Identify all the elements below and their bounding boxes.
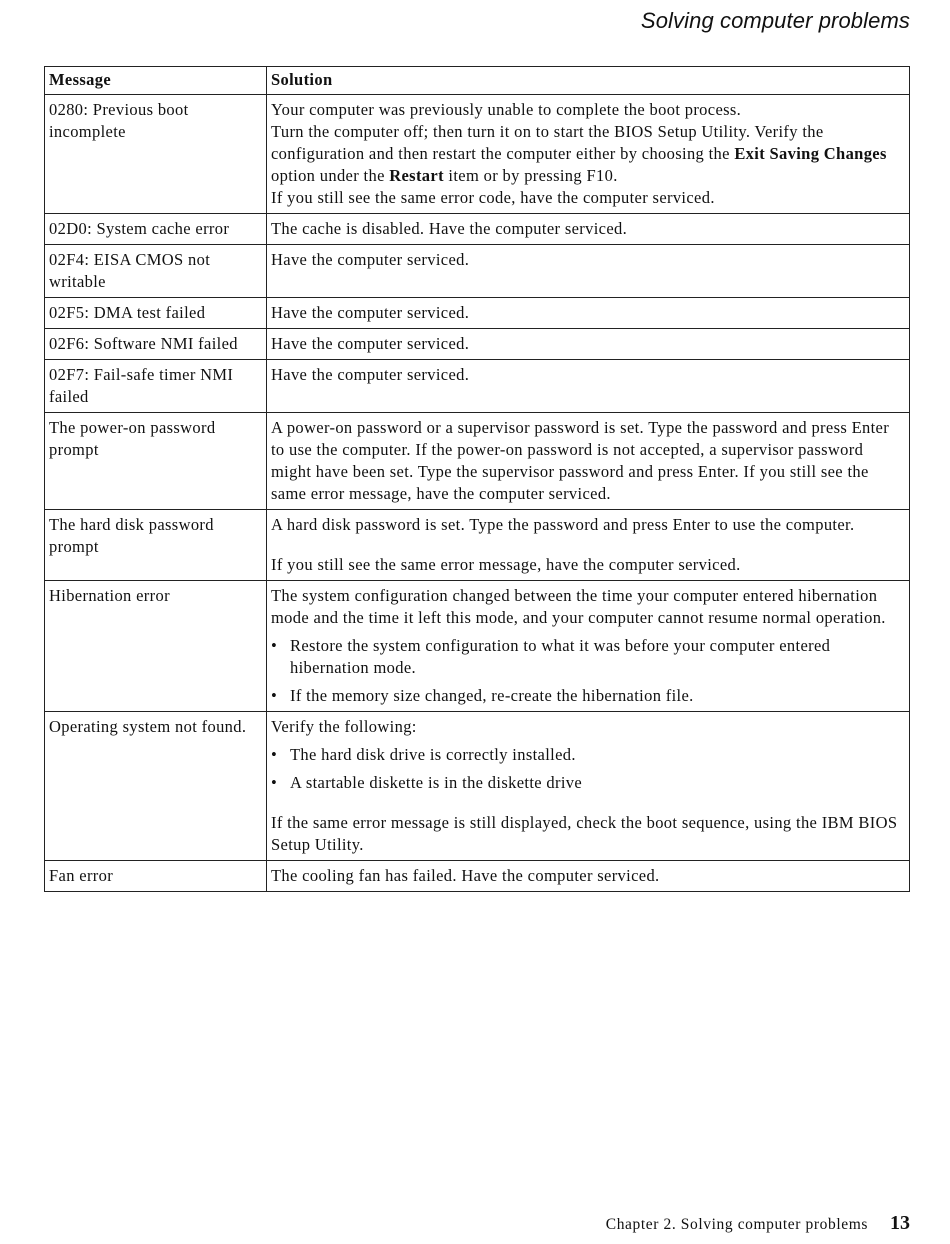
menu-option-name: Exit Saving Changes bbox=[734, 144, 887, 163]
solution-cell bbox=[267, 413, 910, 510]
table-row bbox=[45, 581, 910, 712]
error-message-table bbox=[44, 66, 910, 892]
table-row bbox=[45, 712, 910, 861]
table-row bbox=[45, 360, 910, 413]
solution-text: Verify the following: bbox=[271, 717, 417, 736]
table-row bbox=[45, 245, 910, 298]
message-cell: 02F4: EISA CMOS not writable bbox=[45, 245, 267, 298]
solution-cell bbox=[267, 298, 910, 329]
message-cell: 02F7: Fail-safe timer NMI failed bbox=[45, 360, 267, 413]
message-cell: The power-on password prompt bbox=[45, 413, 267, 510]
column-header-message: Message bbox=[45, 67, 267, 95]
solution-text: Your computer was previously unable to complete the boot process. bbox=[271, 100, 742, 119]
message-cell: 02D0: System cache error bbox=[45, 214, 267, 245]
running-header: Solving computer problems bbox=[640, 8, 910, 33]
solution-cell bbox=[267, 581, 910, 712]
page-number: 13 bbox=[890, 1212, 910, 1234]
solution-cell bbox=[267, 712, 910, 861]
column-header-solution: Solution bbox=[267, 67, 910, 95]
message-cell: The hard disk password prompt bbox=[45, 510, 267, 581]
chapter-label: Chapter 2. Solving computer problems bbox=[605, 1216, 868, 1233]
table-row bbox=[45, 298, 910, 329]
solution-text: Have the computer serviced. bbox=[271, 250, 470, 269]
bullet-item: • Restore the system configuration to what it was before your computer entered hibernation mode. bbox=[271, 635, 905, 679]
menu-item-name: Restart bbox=[389, 166, 444, 185]
table-row bbox=[45, 329, 910, 360]
solution-cell bbox=[267, 510, 910, 581]
bullet-item: • A startable diskette is in the diskette drive bbox=[271, 772, 905, 794]
solution-text: A hard disk password is set. Type the password and press Enter to use the computer. bbox=[271, 515, 855, 534]
solution-text: If the same error message is still displayed, check the boot sequence, using the IBM BIOS Setup Utility. bbox=[271, 813, 898, 854]
solution-cell bbox=[267, 360, 910, 413]
solution-text bbox=[271, 121, 905, 187]
bullet-item: • If the memory size changed, re-create the hibernation file. bbox=[271, 685, 905, 707]
table-row bbox=[45, 510, 910, 581]
solution-text: The system configuration changed between the time your computer entered hibernation mode and the time it left this mode, and your computer cannot resume normal operation. bbox=[271, 586, 886, 627]
table-row bbox=[45, 861, 910, 892]
message-cell: Operating system not found. bbox=[45, 712, 267, 861]
table-row bbox=[45, 95, 910, 214]
solution-text: Have the computer serviced. bbox=[271, 334, 470, 353]
bullet-item: • The hard disk drive is correctly installed. bbox=[271, 744, 905, 766]
solution-text: The cooling fan has failed. Have the computer serviced. bbox=[271, 866, 660, 885]
message-cell: Fan error bbox=[45, 861, 267, 892]
table-row bbox=[45, 214, 910, 245]
message-cell: 0280: Previous boot incomplete bbox=[45, 95, 267, 214]
message-cell: 02F5: DMA test failed bbox=[45, 298, 267, 329]
paragraph-gap bbox=[271, 536, 905, 554]
paragraph-gap bbox=[271, 794, 905, 812]
solution-text: A power-on password or a supervisor password is set. Type the password and press Enter to use the computer. If the power-on password is not accepted, a supervisor password might have been set. Type the supervisor password and press Enter. If you still see the same error message, have the computer serviced. bbox=[271, 418, 890, 503]
table-row bbox=[45, 413, 910, 510]
solution-cell bbox=[267, 214, 910, 245]
message-cell: 02F6: Software NMI failed bbox=[45, 329, 267, 360]
solution-cell bbox=[267, 861, 910, 892]
table-header-row bbox=[45, 67, 910, 95]
solution-cell bbox=[267, 245, 910, 298]
solution-text: If you still see the same error message, have the computer serviced. bbox=[271, 555, 741, 574]
solution-text: Turn the computer off; then turn it on to start the BIOS Setup Utility. Verify the configuration and then restart the computer either by choosing the bbox=[271, 122, 824, 163]
bullet-list bbox=[271, 744, 905, 794]
bullet-list bbox=[271, 635, 905, 707]
solution-text: If you still see the same error code, have the computer serviced. bbox=[271, 188, 715, 207]
solution-text: The cache is disabled. Have the computer serviced. bbox=[271, 219, 628, 238]
solution-text: Have the computer serviced. bbox=[271, 303, 470, 322]
solution-cell bbox=[267, 95, 910, 214]
page-footer bbox=[606, 1212, 910, 1235]
solution-cell bbox=[267, 329, 910, 360]
solution-text: Have the computer serviced. bbox=[271, 365, 470, 384]
solution-text: item or by pressing F10. bbox=[443, 166, 618, 185]
message-cell: Hibernation error bbox=[45, 581, 267, 712]
solution-text: option under the bbox=[271, 166, 390, 185]
